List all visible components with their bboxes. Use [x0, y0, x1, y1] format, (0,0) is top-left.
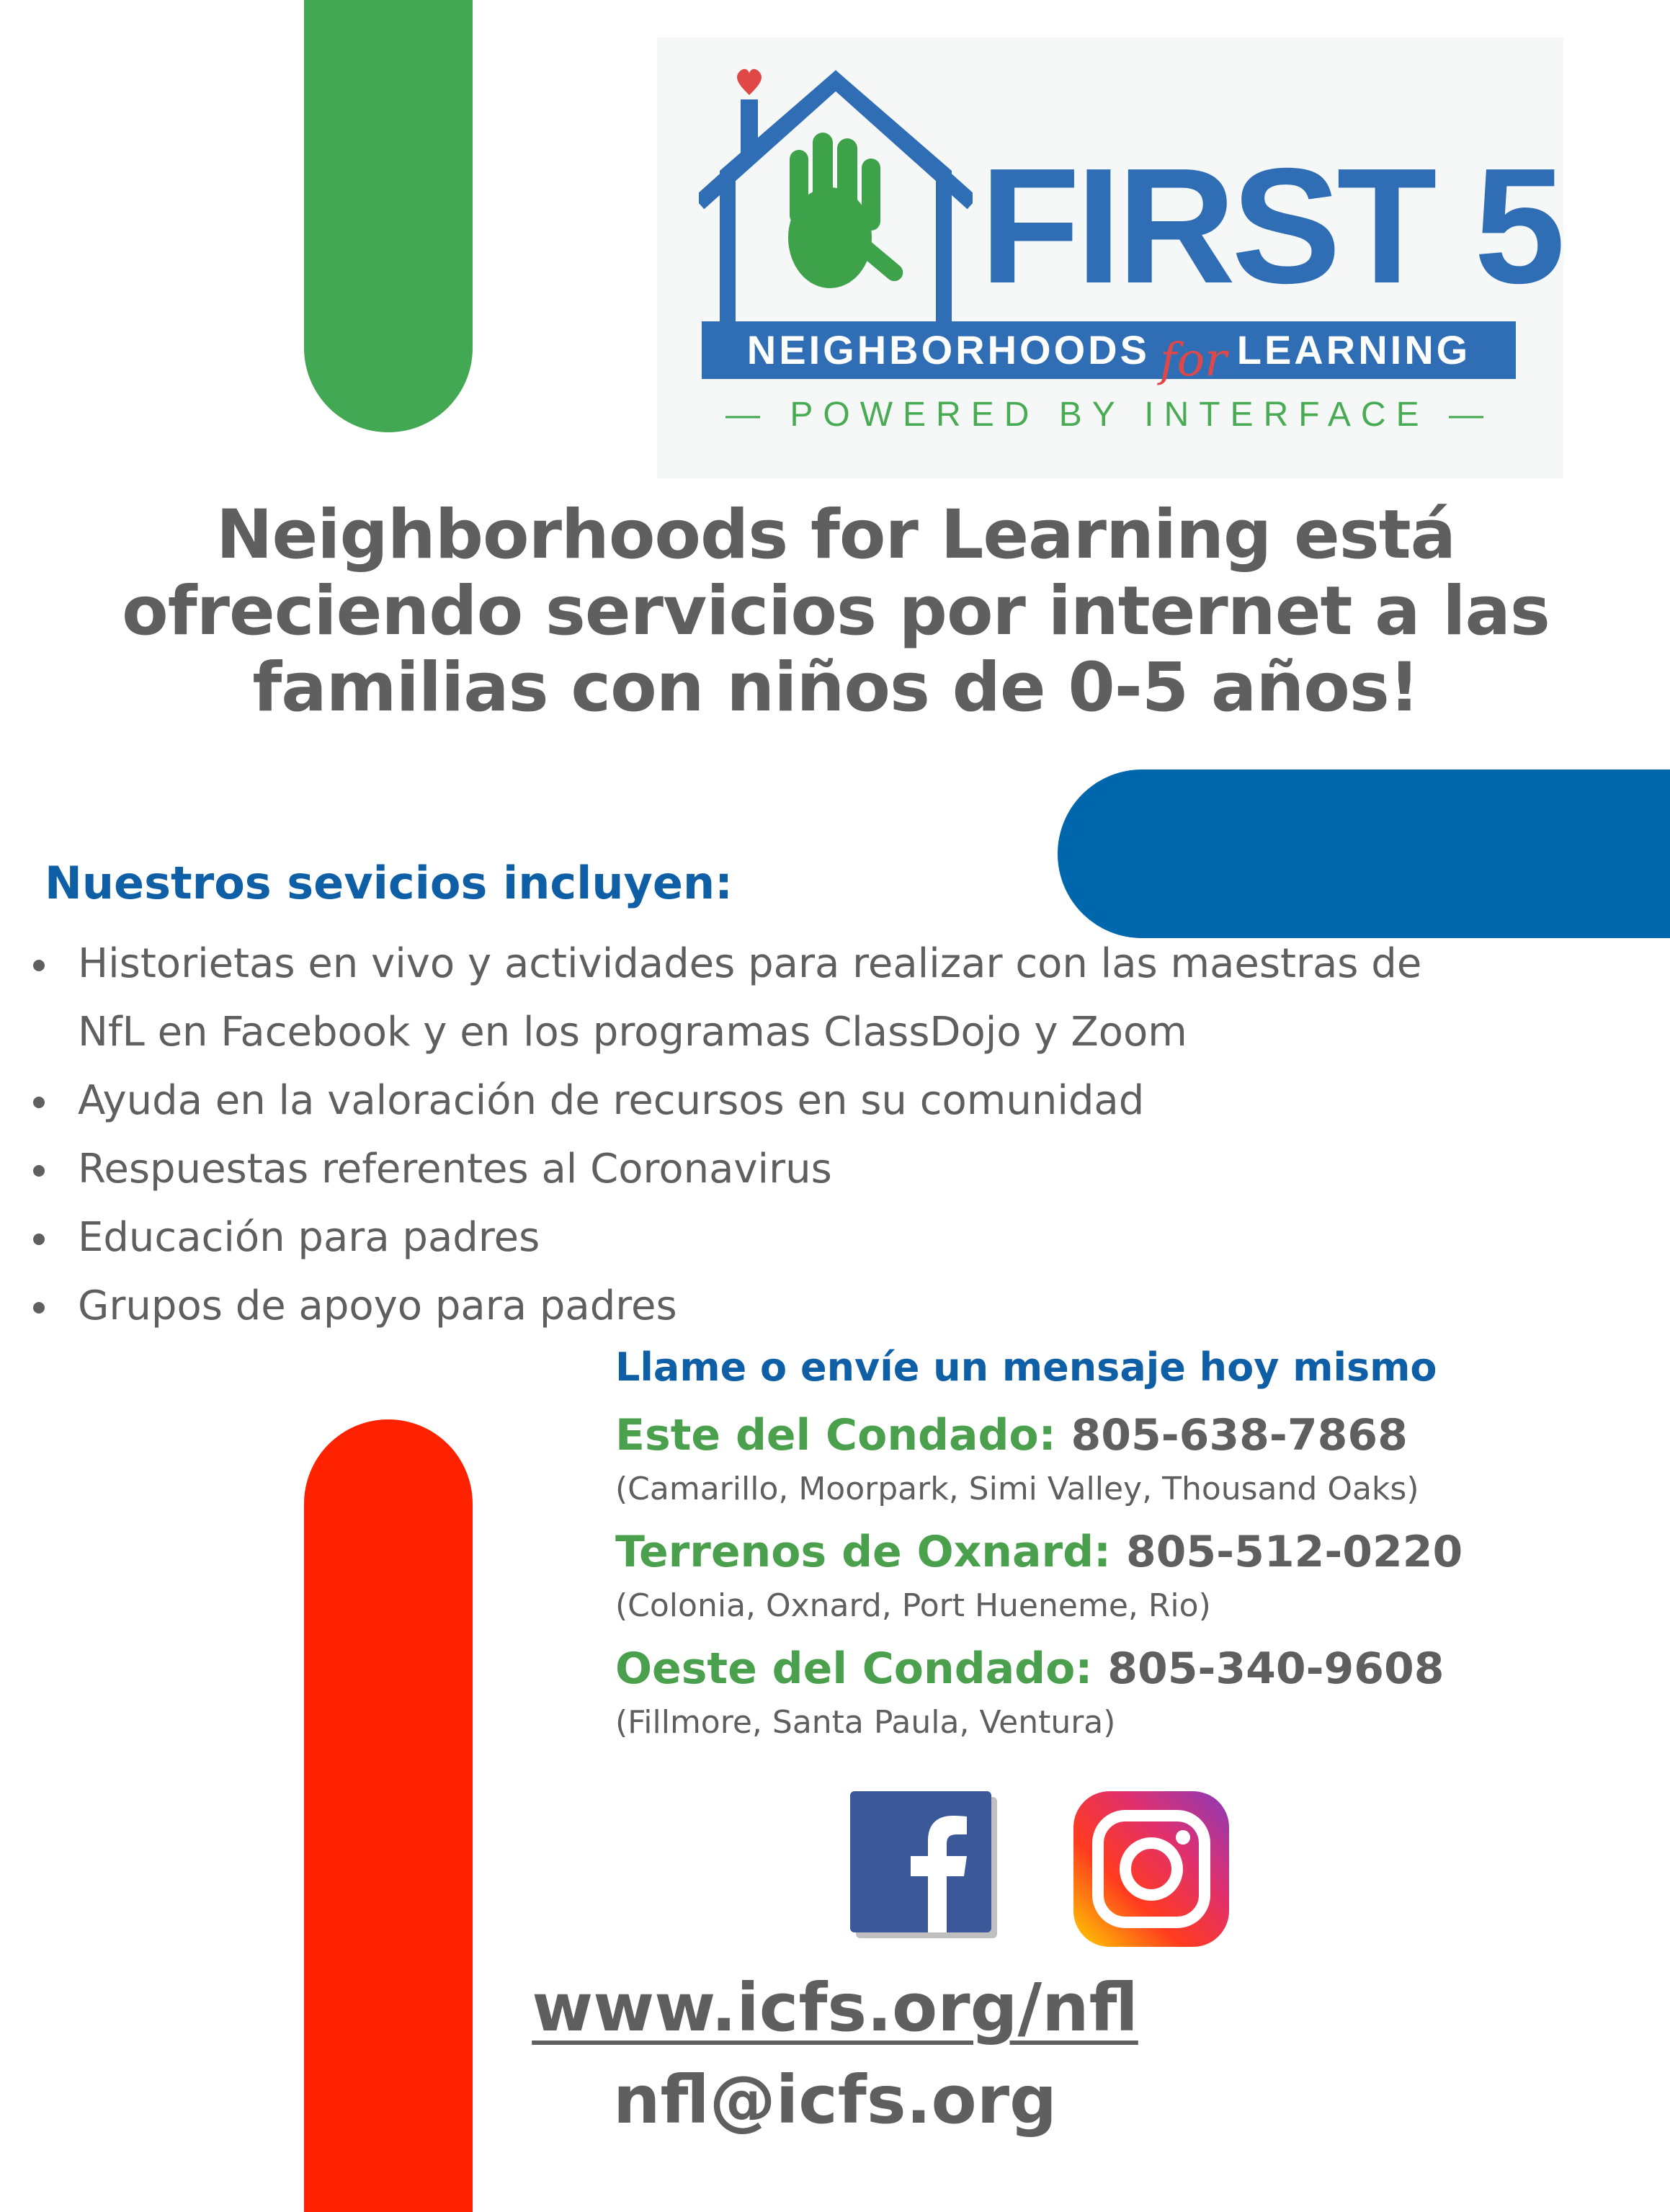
green-decorative-bar	[304, 0, 473, 432]
contact-section	[615, 1340, 1573, 1745]
logo-wordmark: FIRST 5	[980, 135, 1561, 318]
phone-link[interactable]: 805-638-7868	[1071, 1410, 1408, 1460]
region-name: Este del Condado:	[615, 1410, 1056, 1460]
facebook-icon[interactable]	[850, 1791, 999, 1940]
list-item: Respuestas referentes al Coronavirus	[29, 1135, 1470, 1203]
logo-tagline: — POWERED BY INTERFACE —	[725, 396, 1493, 434]
services-list	[29, 929, 1470, 1340]
logo-band-for: for	[1159, 334, 1227, 387]
logo-band	[702, 321, 1516, 387]
services-title: Nuestros sevicios incluyen:	[45, 857, 733, 909]
region-name: Terrenos de Oxnard:	[615, 1527, 1112, 1577]
blue-decorative-bar	[1058, 770, 1670, 938]
website-link[interactable]: www.icfs.org/nfl	[532, 1969, 1138, 2046]
instagram-icon[interactable]	[1073, 1791, 1229, 1947]
list-item: Historietas en vivo y actividades para realizar con las maestras de NfL en Facebook y en los programas ClassDojo y Zoom	[29, 929, 1475, 1066]
region-areas: (Fillmore, Santa Paula, Ventura)	[615, 1704, 1116, 1741]
email-link[interactable]: nfl@icfs.org	[613, 2061, 1057, 2139]
phone-link[interactable]: 805-512-0220	[1125, 1527, 1463, 1577]
headline: Neighborhoods for Learning está ofreciendo servicios por internet a las familias con niños de 0-5 años!	[122, 496, 1550, 727]
logo-band-left: NEIGHBORHOODS	[746, 327, 1150, 373]
region-name: Oeste del Condado:	[615, 1644, 1093, 1694]
region-east	[615, 1408, 1573, 1463]
phone-link[interactable]: 805-340-9608	[1107, 1644, 1444, 1694]
region-areas: (Colonia, Oxnard, Port Hueneme, Rio)	[615, 1587, 1211, 1624]
list-item: Grupos de apoyo para padres	[29, 1272, 1470, 1340]
heart-icon	[737, 69, 762, 95]
list-item: Educación para padres	[29, 1203, 1470, 1272]
region-west	[615, 1641, 1573, 1696]
contact-heading: Llame o envíe un mensaje hoy mismo	[615, 1344, 1437, 1390]
hand-icon	[788, 133, 906, 288]
region-areas: (Camarillo, Moorpark, Simi Valley, Thousand Oaks)	[615, 1471, 1419, 1507]
logo-band-right: LEARNING	[1236, 327, 1471, 373]
list-item: Ayuda en la valoración de recursos en su comunidad	[29, 1066, 1470, 1135]
house-icon	[699, 66, 973, 326]
region-oxnard	[615, 1525, 1573, 1579]
